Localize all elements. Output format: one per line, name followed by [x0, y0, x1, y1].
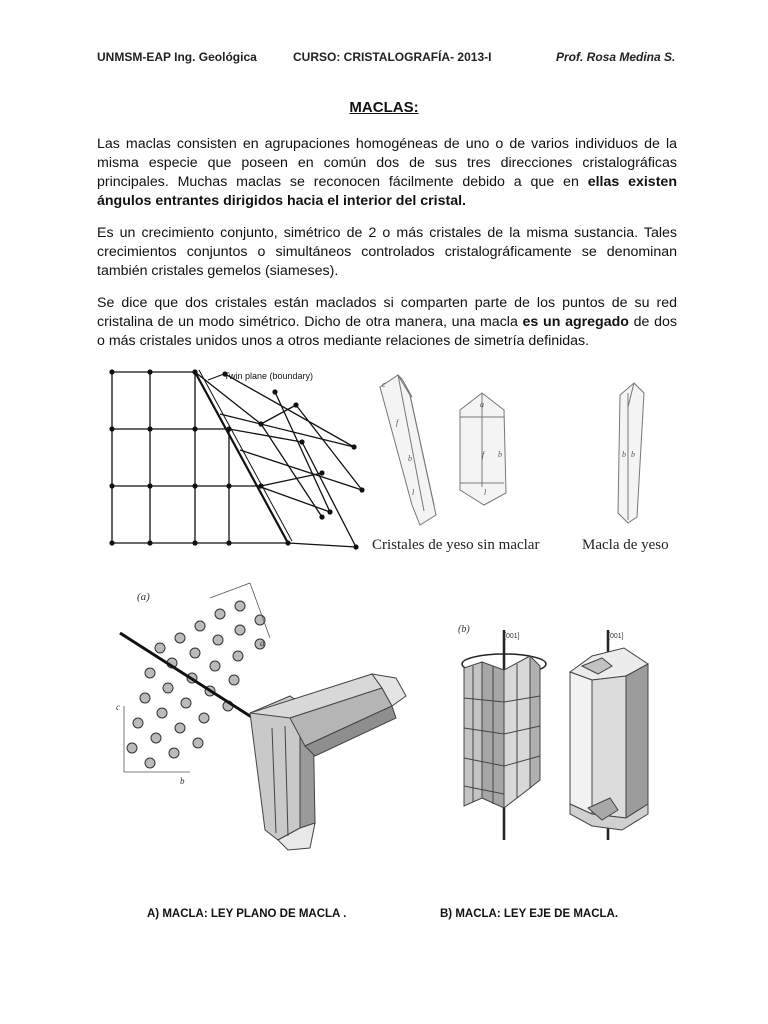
paragraph-definition-bold: ellas existen ángulos entrantes dirigidos hacia el interior del cristal.: [97, 174, 677, 209]
face-label-b-1: b: [408, 454, 412, 463]
axis-a-label: a: [260, 638, 265, 648]
paragraph-aggregate-text-1: Se dice que dos cristales están maclados si comparten parte de los puntos de su red cristalina de un modo simétrico. Dicho de otra manera, una macla: [97, 295, 677, 330]
paragraph-aggregate-text-2: de dos o más cristales unidos unos a otros mediante relaciones de simetría definidas.: [97, 314, 678, 349]
face-label-c: c: [382, 380, 386, 389]
header-professor: Prof. Rosa Medina S.: [556, 50, 676, 64]
twin-axis-law-diagram: [452, 618, 662, 848]
header-course-name: CURSO: CRISTALOGRAFÍA- 2013-I: [293, 50, 492, 64]
axis-001-label-2: [001]: [608, 633, 624, 640]
paragraph-aggregate: [97, 294, 677, 351]
axis-b-label: b: [180, 776, 185, 786]
twin-lattice-diagram: [100, 362, 370, 567]
page-title: MACLAS:: [349, 99, 419, 116]
paragraph-definition: [97, 135, 677, 211]
twin-plane-law-diagram: [100, 578, 420, 858]
caption-twin-axis-law: B) MACLA: LEY EJE DE MACLA.: [440, 908, 619, 920]
gypsum-crystal-drawings: [372, 365, 672, 565]
paragraph-definition-text: Las maclas consisten en agrupaciones homogéneas de uno o de varios individuos de la misma especie que poseen en común dos de sus tres direcciones cristalográficas principales. Muchas maclas se reconocen fácilmente debido a que en: [97, 136, 677, 190]
figure-gypsum-crystals: [372, 365, 672, 565]
header-course-institution: UNMSM-EAP Ing. Geológica: [97, 50, 257, 64]
panel-b-label: (b): [458, 624, 470, 635]
paragraph-growth: Es un crecimiento conjunto, simétrico de 2 o más cristales de la misma sustancia. Tales crecimientos conjuntos o simultáneos controlados cristalográficamente se denominan también cristales gemelos (siameses).: [97, 225, 677, 279]
gypsum-twin-label: Macla de yeso: [582, 537, 669, 553]
face-label-b-twin-1: b: [622, 450, 626, 459]
panel-a-label: (a): [137, 591, 150, 603]
axis-c-label: c: [116, 702, 120, 712]
gypsum-untwinned-label: Cristales de yeso sin maclar: [372, 537, 540, 553]
caption-twin-plane-law: A) MACLA: LEY PLANO DE MACLA .: [147, 908, 347, 920]
atom-cluster: [127, 601, 265, 768]
face-label-l-1: l: [412, 488, 415, 497]
figure-twin-plane-lattice: [100, 362, 370, 567]
face-label-f-2: f: [482, 450, 485, 459]
paragraph-aggregate-bold: es un agregado: [522, 314, 629, 330]
face-label-l-2: l: [484, 488, 487, 497]
figure-twin-axis-law: [452, 618, 662, 848]
face-label-b-2: b: [498, 450, 502, 459]
figure-twin-plane-law: [100, 578, 420, 858]
face-label-a: a: [480, 400, 484, 409]
axis-001-label-1: [001]: [504, 633, 520, 640]
twin-plane-label: Twin plane (boundary): [224, 371, 314, 381]
face-label-b-twin-2: b: [631, 450, 635, 459]
face-label-f-1: f: [396, 418, 399, 427]
